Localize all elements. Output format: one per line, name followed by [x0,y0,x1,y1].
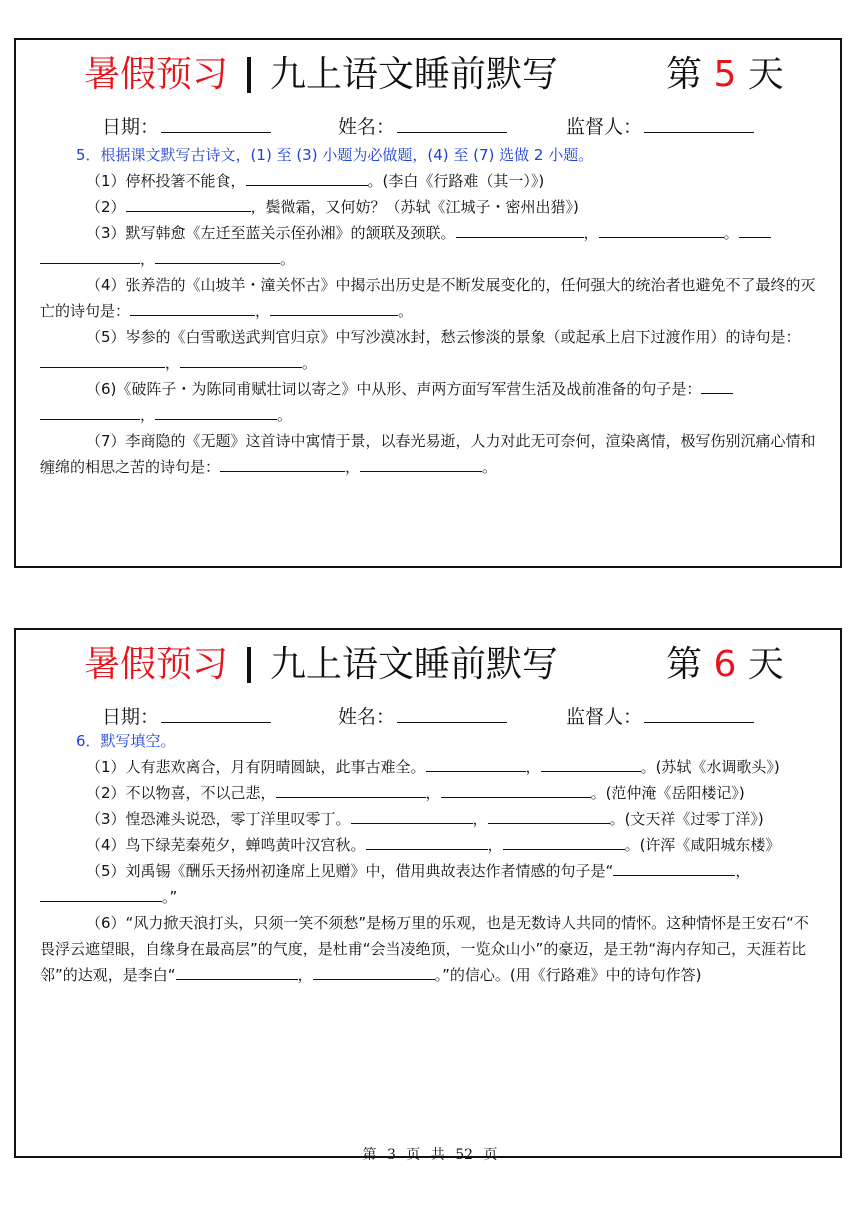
date-label: 日期： [102,116,160,138]
comma: ， [425,784,441,802]
period: 。 [723,224,739,242]
question-4 [40,272,822,324]
q3-source: 。(文天祥《过零丁洋》) [609,810,764,828]
answer-blank[interactable] [488,809,610,824]
page-footer: 第 3 页 共 52 页 [362,1147,498,1163]
q4-text: （4）鸟下绿芜秦苑夕，蝉鸣黄叶汉宫秋。 [86,836,366,854]
answer-blank[interactable] [456,223,584,238]
comma: ， [345,458,361,476]
day5-meta [16,110,840,142]
comma: ， [525,758,541,776]
comma: ， [487,836,503,854]
answer-blank[interactable] [441,783,591,798]
instruction: 6．默写填空。 [76,732,176,750]
title-black: 九上语文睡前默写 [270,644,559,685]
period: 。 [482,458,498,476]
comma: ， [472,810,488,828]
answer-blank[interactable] [739,223,771,238]
supervisor-field[interactable] [566,702,754,729]
answer-blank[interactable] [155,405,277,420]
period: 。 [280,250,296,268]
q2-text: ，鬓微霜，又何妨？（苏轼《江城子・密州出猎》) [250,198,579,216]
q6-text: （6）“风力掀天浪打头，只须一笑不须愁”是杨万里的乐观，也是无数诗人共同的情怀。这种情怀是王安石“不畏浮云遮望眼，自缘身在最高层”的气度，是杜甫“会当凌绝顶，一览众山小”的豪迈，是王勃“海内存知己，天涯若比邻”的达观，是李白“ [40,914,809,984]
title-red: 暑假预习 [84,54,229,95]
answer-blank[interactable] [40,353,165,368]
supervisor-blank[interactable] [644,116,754,133]
answer-blank[interactable] [130,301,255,316]
title-divider [247,647,251,683]
answer-blank[interactable] [270,301,398,316]
period: 。” [162,888,178,906]
q2-label: （2） [86,198,126,216]
day6-header [16,630,840,700]
instruction: 5．根据课文默写古诗文，(1) 至 (3) 小题为必做题，(4) 至 (7) 选做 2 小题。 [76,146,594,164]
answer-blank[interactable] [701,379,733,394]
day6-card [14,628,842,1158]
q2-text: （2）不以物喜，不以己悲， [86,784,276,802]
comma: ， [140,250,156,268]
date-field[interactable] [102,702,271,729]
answer-blank[interactable] [351,809,473,824]
date-blank[interactable] [161,116,271,133]
comma: ， [297,966,313,984]
q7-text: （7）李商隐的《无题》这首诗中寓情于景，以春光易逝，人力对此无可奈何，渲染离情，极写伤别沉痛心情和缠绵的相思之苦的诗句是： [40,432,816,476]
q6-source: 。”的信心。(用《行路难》中的诗句作答) [434,966,702,984]
q6-text: （6)《破阵子・为陈同甫赋壮词以寄之》中从形、声两方面写军营生活及战前准备的句子是： [86,380,702,398]
q3-text: （3）惶恐滩头说恐，零丁洋里叹零丁。 [86,810,351,828]
answer-blank[interactable] [503,835,625,850]
answer-blank[interactable] [613,861,735,876]
question-5 [40,324,822,376]
supervisor-blank[interactable] [644,706,754,723]
answer-blank[interactable] [313,965,435,980]
answer-blank[interactable] [426,757,526,772]
period: 。 [277,406,293,424]
q5-text: （5）刘禹锡《酬乐天扬州初逢席上见赠》中，借用典故表达作者情感的句子是“ [86,862,614,880]
answer-blank[interactable] [180,353,302,368]
answer-blank[interactable] [599,223,724,238]
name-blank[interactable] [397,116,507,133]
day-number: 6 [713,644,737,685]
question-1 [40,168,822,194]
day6-questions [40,728,822,988]
question-7 [40,428,822,480]
answer-blank[interactable] [126,197,251,212]
question-6 [40,910,822,988]
comma: ， [583,224,599,242]
day5-questions [40,142,822,480]
comma: ， [165,354,181,372]
name-field[interactable] [338,112,507,139]
day-prefix: 第 [666,54,703,95]
q1-text: （1）停杯投箸不能食， [86,172,246,190]
comma: ， [140,406,156,424]
question-2 [40,194,822,220]
question-2 [40,780,822,806]
name-blank[interactable] [397,706,507,723]
question-3 [40,220,822,272]
answer-blank[interactable] [40,249,140,264]
answer-blank[interactable] [220,457,345,472]
q4-text: （4）张养浩的《山坡羊・潼关怀古》中揭示出历史是不断发展变化的，任何强大的统治者也避免不了最终的灭亡的诗句是： [40,276,816,320]
answer-blank[interactable] [276,783,426,798]
comma: ， [255,302,271,320]
day-suffix: 天 [747,54,784,95]
name-label: 姓名： [338,706,396,728]
supervisor-label: 监督人： [566,116,643,138]
date-label: 日期： [102,706,160,728]
period: 。 [302,354,318,372]
q4-source: 。(许浑《咸阳城东楼》 [624,836,781,854]
answer-blank[interactable] [155,249,280,264]
q1-source: 。(李白《行路难（其一）》) [367,172,545,190]
q3-text: （3）默写韩愈《左迁至蓝关示侄孙湘》的颔联及颈联。 [86,224,456,242]
supervisor-field[interactable] [566,112,754,139]
date-field[interactable] [102,112,271,139]
name-field[interactable] [338,702,507,729]
day5-header [16,40,840,110]
answer-blank[interactable] [246,171,368,186]
supervisor-label: 监督人： [566,706,643,728]
day-label [666,40,784,110]
name-label: 姓名： [338,116,396,138]
comma: ， [735,862,751,880]
q1-source: 。(苏轼《水调歌头》) [640,758,780,776]
day-number: 5 [713,54,737,95]
day-prefix: 第 [666,644,703,685]
question-1 [40,754,822,780]
answer-blank[interactable] [40,887,162,902]
day-suffix: 天 [747,644,784,685]
answer-blank[interactable] [176,965,298,980]
answer-blank[interactable] [360,457,482,472]
day-label [666,630,784,700]
question-4 [40,832,822,858]
q1-text: （1）人有悲欢离合，月有阴晴圆缺，此事古难全。 [86,758,426,776]
title-black: 九上语文睡前默写 [270,54,559,95]
q2-source: 。(范仲淹《岳阳楼记》) [590,784,745,802]
question-5 [40,858,822,910]
period: 。 [398,302,414,320]
question-6 [40,376,822,428]
answer-blank[interactable] [541,757,641,772]
title-divider [247,57,251,93]
title-red: 暑假预习 [84,644,229,685]
answer-blank[interactable] [366,835,488,850]
answer-blank[interactable] [40,405,140,420]
day5-card [14,38,842,568]
date-blank[interactable] [161,706,271,723]
q5-text: （5）岑参的《白雪歌送武判官归京》中写沙漠冰封，愁云惨淡的景象（或起承上启下过渡作用）的诗句是： [86,328,801,346]
question-3 [40,806,822,832]
